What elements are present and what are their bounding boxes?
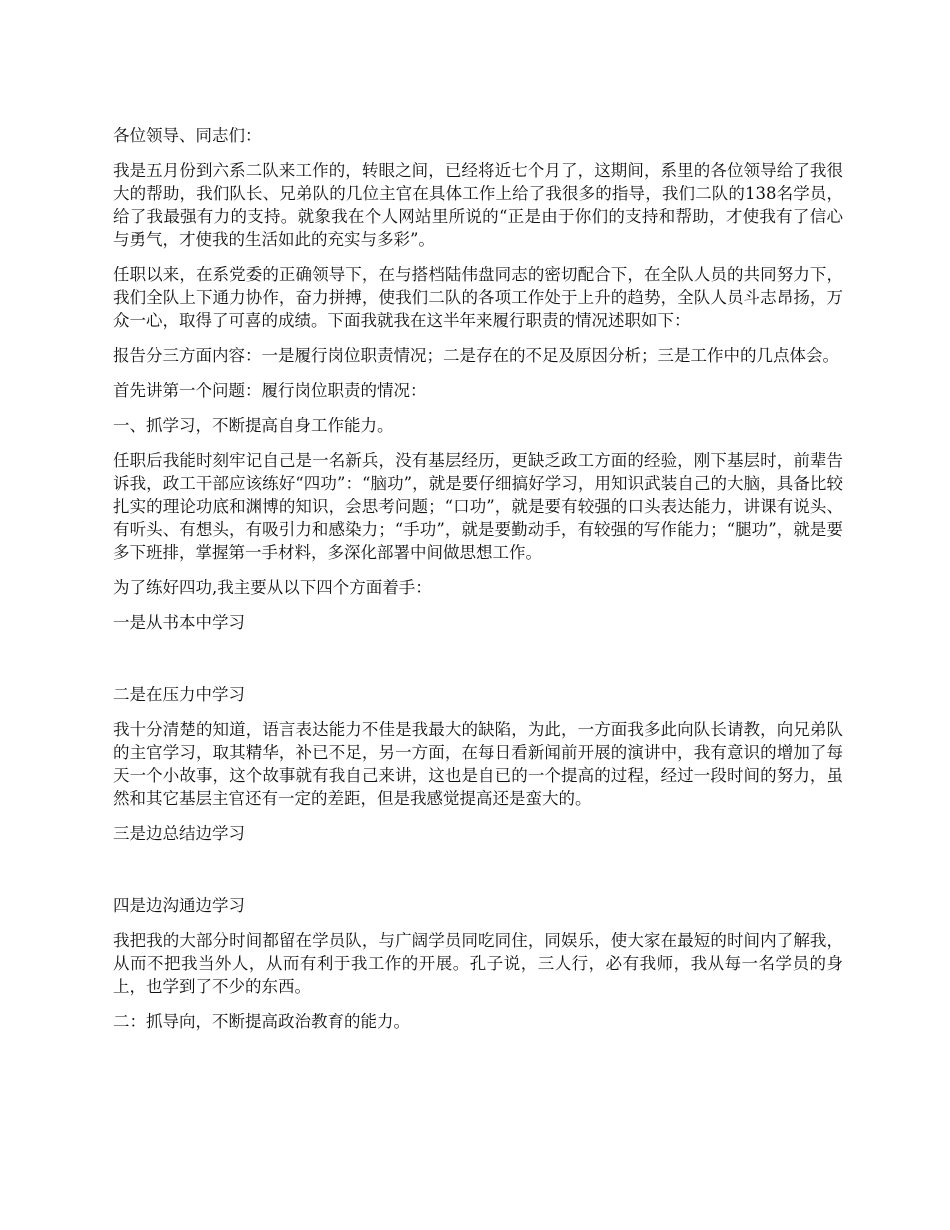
paragraph-four-aspects: 为了练好四功,我主要从以下四个方面着手： — [113, 578, 432, 597]
heading-section-two: 二：抓导向，不断提高政治教育的能力。 — [113, 1012, 410, 1031]
blank-gap — [113, 857, 843, 894]
item-learn-from-books: 一是从书本中学习 — [113, 613, 245, 632]
paragraph-since-appointment: 任职以来，在系党委的正确领导下，在与搭档陆伟盘同志的密切配合下，在全队人员的共同努力下，我们全队上下通力协作，奋力拼搏，使我们二队的各项工作处于上升的趋势，全队人员斗志昂扬，万众一心，取得了可喜的成绩。下面我就我在这半年来履行职责的情况述职如下： — [113, 265, 843, 330]
item-learn-under-pressure: 二是在压力中学习 — [113, 685, 245, 704]
blank-gap — [113, 646, 843, 683]
paragraph-first-issue: 首先讲第一个问题：履行岗位职责的情况： — [113, 381, 427, 400]
heading-section-one: 一、抓学习，不断提高自身工作能力。 — [113, 416, 394, 435]
item-learn-by-summarizing: 三是边总结边学习 — [113, 824, 245, 843]
item-learn-by-communicating: 四是边沟通边学习 — [113, 896, 245, 915]
salutation: 各位领导、同志们： — [113, 126, 262, 145]
paragraph-language-skills: 我十分清楚的知道，语言表达能力不佳是我最大的缺陷，为此，一方面我多此向队长请教，向兄弟队的主官学习，取其精华，补已不足，另一方面，在每日看新闻前开展的演讲中，我有意识的增加了每天一个小故事，这个故事就有我自己来讲，这也是自已的一个提高的过程，经过一段时间的努力，虽然和其它基层主官还有一定的差距，但是我感觉提高还是蛮大的。 — [113, 720, 843, 808]
paragraph-report-outline: 报告分三方面内容：一是履行岗位职责情况；二是存在的不足及原因分析；三是工作中的几点体会。 — [113, 346, 839, 365]
paragraph-intro: 我是五月份到六系二队来工作的，转眼之间，已经将近七个月了，这期间，系里的各位领导给了我很大的帮助，我们队长、兄弟队的几位主官在具体工作上给了我很多的指导，我们二队的138名学员，给了我最强有力的支持。就象我在个人网站里所说的“正是由于你们的支持和帮助，才使我有了信心与勇气，才使我的生活如此的充实与多彩”。 — [113, 161, 843, 249]
paragraph-with-students: 我把我的大部分时间都留在学员队，与广阔学员同吃同住，同娱乐，使大家在最短的时间内了解我，从而不把我当外人，从而有利于我工作的开展。孔子说，三人行，必有我师，我从每一名学员的身上，也学到了不少的东西。 — [113, 931, 843, 996]
paragraph-four-skills: 任职后我能时刻牢记自己是一名新兵，没有基层经历，更缺乏政工方面的经验，刚下基层时，前辈告诉我，政工干部应该练好“四功”：“脑功”，就是要仔细搞好学习，用知识武装自己的大脑，具备比较扎实的理论功底和渊博的知识，会思考问题；“口功”，就是要有较强的口头表达能力，讲课有说头、有听头、有想头，有吸引力和感染力；“手功”，就是要勤动手，有较强的写作能力；“腿功”，就是要多下班排，掌握第一手材料，多深化部署中间做思想工作。 — [113, 451, 843, 562]
document-body — [113, 124, 843, 1045]
